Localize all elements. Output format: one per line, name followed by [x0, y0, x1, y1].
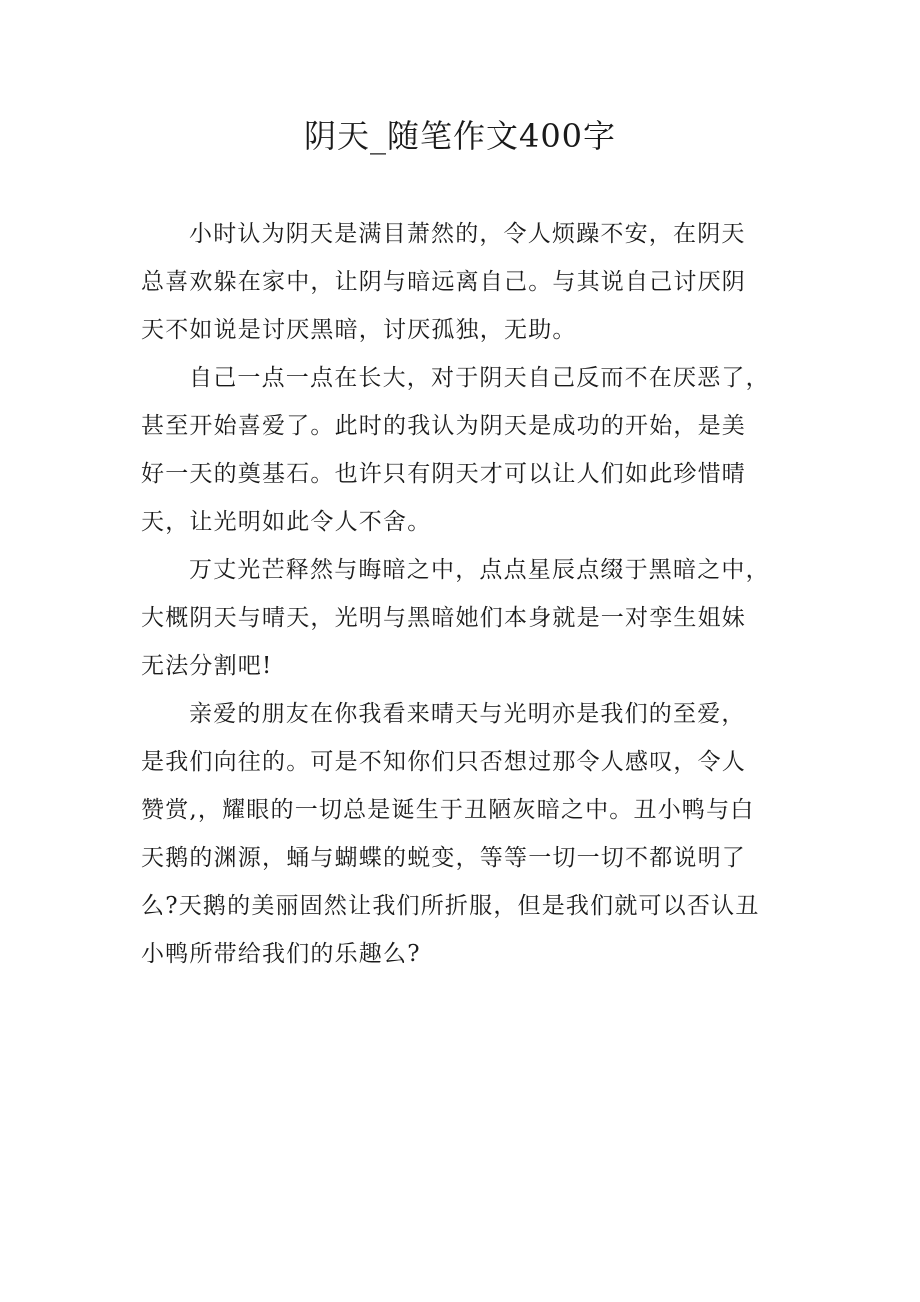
paragraph-line: 好一天的奠基石。也许只有阴天才可以让人们如此珍惜晴: [141, 461, 746, 487]
paragraph-line: 小鸭所带给我们的乐趣么?: [141, 941, 421, 967]
paragraph-line: 赞赏,，耀眼的一切总是诞生于丑陋灰暗之中。丑小鸭与白: [141, 797, 755, 823]
paragraph-line: 么?天鹅的美丽固然让我们所折服，但是我们就可以否认丑: [141, 893, 760, 919]
document-body: [141, 210, 773, 978]
paragraph-4: [141, 690, 773, 978]
paragraph-line: 天，让光明如此令人不舍。: [141, 509, 432, 535]
paragraph-1: [141, 210, 773, 354]
paragraph-line: 甚至开始喜爱了。此时的我认为阴天是成功的开始，是美: [141, 413, 746, 439]
paragraph-line: 万丈光芒释然与晦暗之中，点点星辰点缀于黑暗之中，: [189, 557, 770, 583]
paragraph-line: 小时认为阴天是满目萧然的，令人烦躁不安，在阴天: [189, 221, 746, 247]
document-title: 阴天_随笔作文400字: [303, 117, 617, 155]
paragraph-2: [141, 354, 773, 546]
paragraph-line: 是我们向往的。可是不知你们只否想过那令人感叹，令人: [141, 749, 746, 775]
paragraph-line: 亲爱的朋友在你我看来晴天与光明亦是我们的至爱，: [189, 701, 746, 727]
paragraph-line: 无法分割吧!: [141, 653, 273, 679]
paragraph-line: 大概阴天与晴天，光明与黑暗她们本身就是一对孪生姐妹: [141, 605, 746, 631]
paragraph-line: 天不如说是讨厌黑暗，讨厌孤独，无助。: [141, 317, 577, 343]
paragraph-line: 自己一点一点在长大，对于阴天自己反而不在厌恶了，: [189, 365, 770, 391]
paragraph-line: 天鹅的渊源，蛹与蝴蝶的蜕变，等等一切一切不都说明了: [141, 845, 746, 871]
paragraph-line: 总喜欢躲在家中，让阴与暗远离自己。与其说自己讨厌阴: [141, 269, 746, 295]
paragraph-3: [141, 546, 773, 690]
